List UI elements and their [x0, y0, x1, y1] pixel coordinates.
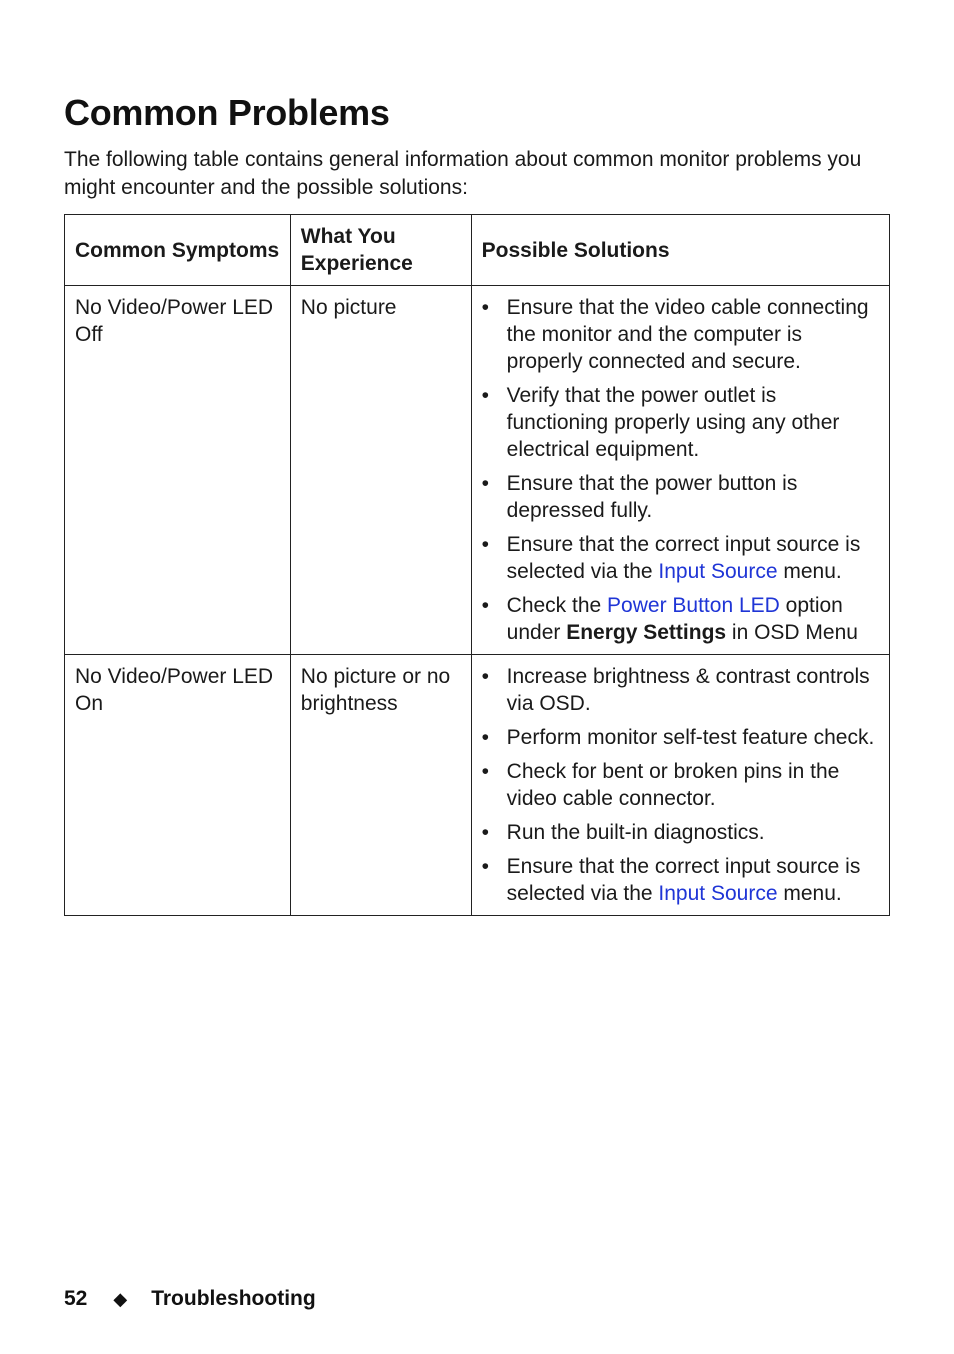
page-number: 52	[64, 1287, 88, 1310]
solution-text: in OSD Menu	[726, 621, 858, 644]
bullet-dot-icon: •	[481, 384, 490, 407]
solution-text: Perform monitor self-test feature check.	[506, 726, 875, 749]
bullet-dot-icon: •	[481, 296, 490, 319]
solutions-cell	[471, 655, 889, 916]
solution-item	[482, 819, 879, 846]
solution-item	[482, 592, 879, 646]
bullet-dot-icon: •	[481, 821, 490, 844]
solution-item	[482, 470, 879, 524]
bullet-dot-icon: •	[481, 760, 490, 783]
solution-text: Ensure that the correct input source is selected via the	[506, 855, 861, 905]
solution-text: Verify that the power outlet is functioning properly using any other electrical equipment.	[506, 384, 840, 461]
solution-item	[482, 531, 879, 585]
table-row	[65, 655, 890, 916]
experience-cell: No picture	[290, 286, 471, 655]
bullet-dot-icon: •	[481, 472, 490, 495]
menu-link[interactable]: Input Source	[658, 560, 778, 583]
table-row	[65, 286, 890, 655]
intro-paragraph: The following table contains general information about common monitor problems you might encounter and the possible solutions:	[64, 148, 862, 199]
solution-item	[482, 758, 879, 812]
bullet-dot-icon: •	[481, 726, 490, 749]
table-header-row	[65, 215, 890, 286]
bullet-dot-icon: •	[481, 855, 490, 878]
solution-text: menu.	[777, 560, 842, 583]
header-common-symptoms: Common Symptoms	[65, 215, 291, 286]
page-footer	[64, 1287, 316, 1311]
solution-text: Increase brightness & contrast controls via OSD.	[506, 665, 870, 715]
solution-item	[482, 663, 879, 717]
diamond-icon: ◆	[113, 1288, 128, 1309]
solution-item	[482, 382, 879, 463]
solution-text: Run the built-in diagnostics.	[506, 821, 765, 844]
solutions-list	[482, 294, 879, 646]
section-name: Troubleshooting	[151, 1287, 316, 1310]
header-possible-solutions: Possible Solutions	[471, 215, 889, 286]
experience-cell: No picture or no brightness	[290, 655, 471, 916]
page-title: Common Problems	[64, 92, 390, 133]
bullet-dot-icon: •	[481, 594, 490, 617]
solution-item	[482, 724, 879, 751]
solution-item	[482, 853, 879, 907]
common-problems-table	[64, 214, 890, 916]
table-body	[65, 286, 890, 916]
solution-text: Ensure that the power button is depressed fully.	[506, 472, 798, 522]
solutions-cell	[471, 286, 889, 655]
menu-link[interactable]: Input Source	[658, 882, 778, 905]
solution-text: Check the	[506, 594, 608, 617]
solution-text: option under	[506, 594, 843, 644]
solution-text: Ensure that the video cable connecting the monitor and the computer is properly connected and secure.	[506, 296, 869, 373]
header-what-you-experience: What You Experience	[290, 215, 471, 286]
bullet-dot-icon: •	[481, 533, 490, 556]
symptom-cell: No Video/Power LED Off	[65, 286, 291, 655]
emphasis-text: Energy Settings	[566, 621, 727, 644]
solution-text: Ensure that the correct input source is selected via the	[506, 533, 861, 583]
solutions-list	[482, 663, 879, 907]
solution-item	[482, 294, 879, 375]
solution-text: menu.	[777, 882, 842, 905]
menu-link[interactable]: Power Button LED	[607, 594, 780, 617]
solution-text: Check for bent or broken pins in the video cable connector.	[506, 760, 840, 810]
symptom-cell: No Video/Power LED On	[65, 655, 291, 916]
bullet-dot-icon: •	[481, 665, 490, 688]
